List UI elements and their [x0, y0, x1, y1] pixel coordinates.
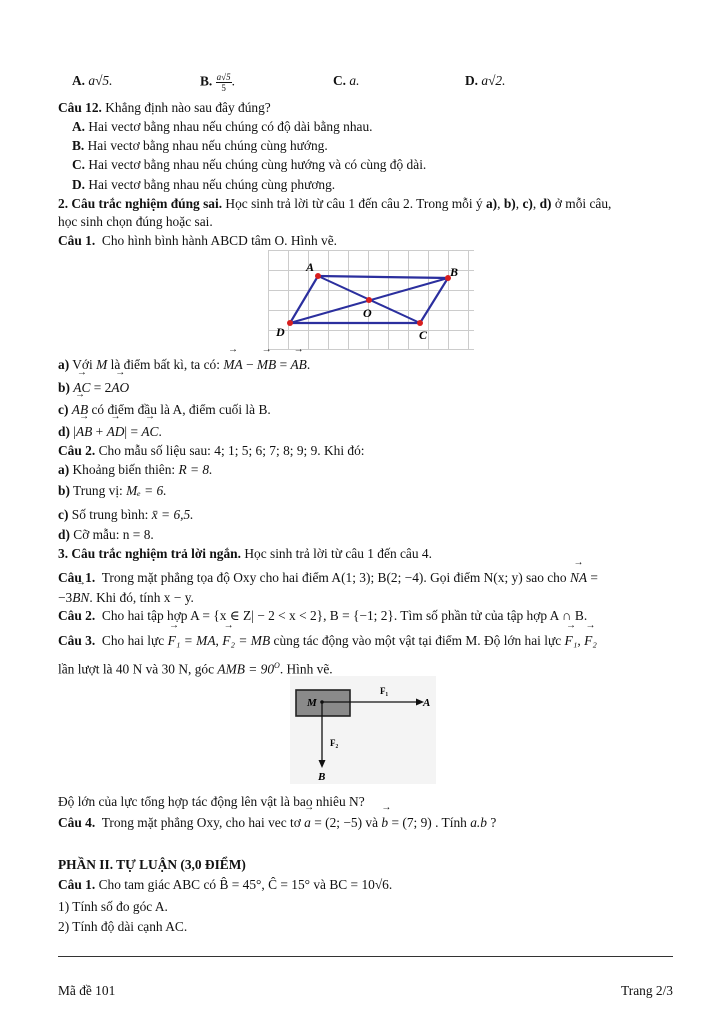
- label-a: A: [306, 260, 315, 274]
- s3-q4-text: Câu 4. Trong mặt phẳng Oxy, cho hai vec tơ → a = (2; −5) và → b = (7; 9) . Tính a.b ?: [58, 814, 673, 832]
- fraction: $\frac{a√5}{5}$: [216, 72, 231, 93]
- page-number: Trang 2/3: [621, 983, 673, 998]
- s2-q2-item-a: a) Khoảng biến thiên: R = 8.: [58, 462, 213, 477]
- q11-option-b: B. $\frac{a√5}{5}$ .: [200, 72, 235, 93]
- label-f1: F₁: [380, 686, 389, 696]
- label-d: D: [276, 325, 285, 339]
- parallelogram-figure: [268, 250, 474, 350]
- point-o: [366, 297, 372, 303]
- s3-q3-line1: Câu 3. Cho hai lực → F₁ = MA, → F₂ = MB cùng tác động vào một vật tại điểm M. Độ lớn hai lực → F₁, → F₂: [58, 632, 673, 650]
- s2-q1-item-c: c) → AB có điểm đầu là A, điểm cuối là B.: [58, 401, 673, 419]
- s3-q2-text: Câu 2. Cho hai tập hợp A = {x ∈ Z| − 2 < x < 2}, B = {−1; 2}. Tìm số phần tử của tập hợp A ∩ B.: [58, 608, 588, 623]
- exam-code: Mã đề 101: [58, 983, 116, 998]
- q11-option-d: D. a√2.: [465, 73, 506, 88]
- point-c: [417, 320, 423, 326]
- q12-option-a: A. Hai vectơ bằng nhau nếu chúng có độ dài bằng nhau.: [72, 119, 373, 134]
- s2-q1-item-d: d) |→ AB + → AD| = → AC.: [58, 423, 673, 441]
- s2-q1-text: Câu 1. Cho hình bình hành ABCD tâm O. Hình vẽ.: [58, 233, 337, 248]
- label-o: O: [363, 306, 372, 320]
- label-f2: F₂: [330, 738, 339, 748]
- label-m: M: [307, 697, 317, 709]
- s2-q2-item-d: d) Cỡ mẫu: n = 8.: [58, 527, 154, 542]
- part2-q1-sub1: 1) Tính số đo góc A.: [58, 899, 168, 914]
- part2-q1-text: Câu 1. Cho tam giác ABC có B̂ = 45°, Ĉ = 15° và BC = 10√6.: [58, 877, 393, 892]
- q11-option-a: A. a√5.: [72, 73, 113, 88]
- label-b-force: B: [318, 771, 326, 783]
- section2-intro-line2: học sinh chọn đúng hoặc sai.: [58, 214, 213, 229]
- point-a: [315, 273, 321, 279]
- label-b: B: [450, 265, 459, 279]
- s2-q2-item-b: b) Trung vị: Mₑ = 6.: [58, 483, 167, 498]
- s2-q1-item-b: b) → AC = 2→ AO: [58, 379, 673, 397]
- point-d: [287, 320, 293, 326]
- part2-q1-sub2: 2) Tính độ dài cạnh AC.: [58, 919, 188, 934]
- s2-q2-item-c: c) Số trung bình: x̄ = 6,5.: [58, 507, 194, 522]
- s3-q1-line2: −3→ BN. Khi đó, tính x − y.: [58, 589, 673, 607]
- s3-q3-line2: lần lượt là 40 N và 30 N, góc AMB = $90^O$. Hình vẽ.: [58, 661, 333, 677]
- q12-option-d: D. Hai vectơ bằng nhau nếu chúng cùng phương.: [72, 177, 336, 192]
- s3-q3-question: Độ lớn của lực tổng hợp tác động lên vật là bao nhiêu N?: [58, 794, 365, 809]
- footer-rule: [58, 956, 673, 957]
- q11-option-c: C. a.: [333, 73, 360, 88]
- s2-q1-item-a: a) Với M là điểm bất kì, ta có: → MA − → MB = → AB.: [58, 356, 673, 374]
- q12-option-c: C. Hai vectơ bằng nhau nếu chúng cùng hướng và có cùng độ dài.: [72, 157, 427, 172]
- label-a-force: A: [423, 697, 431, 709]
- s2-q2-text: Câu 2. Cho mẫu số liệu sau: 4; 1; 5; 6; 7; 8; 9; 9. Khi đó:: [58, 443, 365, 458]
- q12-option-b: B. Hai vectơ bằng nhau nếu chúng cùng hướng.: [72, 138, 328, 153]
- s3-q1-line1: Câu 1. Trong mặt phẳng tọa độ Oxy cho hai điểm A(1; 3); B(2; −4). Gọi điểm N(x; y) sao cho → NA =: [58, 569, 673, 587]
- section3-heading: 3. Câu trắc nghiệm trả lời ngắn. Học sinh trả lời từ câu 1 đến câu 4.: [58, 546, 432, 561]
- q12-question: Câu 12. Khẳng định nào sau đây đúng?: [58, 100, 271, 115]
- part2-title: PHẦN II. TỰ LUẬN (3,0 ĐIỂM): [58, 857, 246, 872]
- section2-heading: 2. Câu trắc nghiệm đúng sai. Học sinh trả lời từ câu 1 đến câu 2. Trong mỗi ý a), b), c), d) ở mỗi câu,: [58, 196, 612, 211]
- label-c: C: [419, 328, 428, 342]
- force-figure: [290, 676, 436, 784]
